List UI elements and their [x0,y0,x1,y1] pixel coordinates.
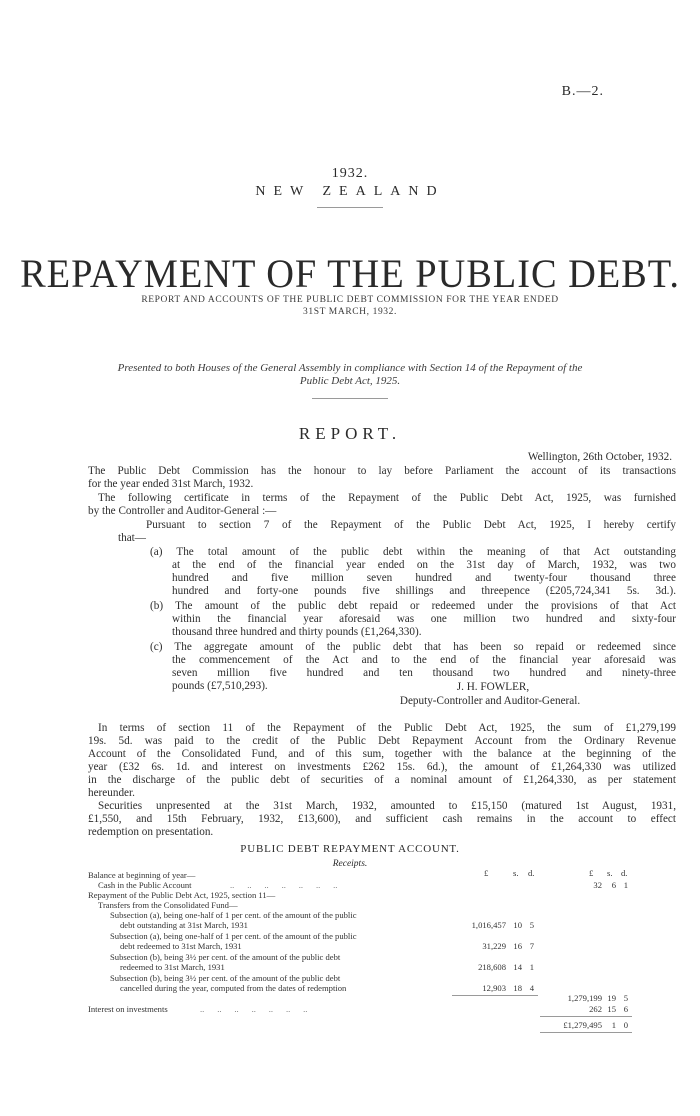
subsection-a1-pence: 5 [529,920,534,930]
receipts-label: Receipts. [332,859,368,869]
clause-c-line-1: (c) The aggregate amount of the public debt that has been so repaid or redeemed since [150,641,676,653]
interest-label: Interest on investments [88,1004,168,1014]
subsection-a2-shillings: 16 [513,941,522,951]
clause-c-line-2: the commencement of the Act and to the end of the financial year aforesaid was [172,654,676,666]
column-header-outer-pence: d. [621,868,628,878]
pursuant-line-1: Pursuant to section 7 of the Repayment of the Public Debt Act, 1925, I hereby certify [146,519,676,531]
transfers-total-shillings: 19 [607,993,616,1003]
signatory-title: Deputy-Controller and Auditor-General. [399,695,581,707]
clause-a-line-2: at the end of the financial year ended on the 31st day of March, 1932, was two [172,559,676,571]
subsection-b1-shillings: 14 [513,962,522,972]
country-heading: NEW ZEALAND [255,184,445,199]
securities-line-1: Securities unpresented at the 31st March, 1932, amounted to £15,150 (matured 1st August, 1931, [98,800,676,812]
subsection-b2-line-1: Subsection (b), being 3½ per cent. of the amount of the public debt [110,973,341,983]
transfers-total-pence: 5 [623,993,628,1003]
section-11-line-4: year (£32 6s. 1d. and interest on investments £262 15s. 6d.), the amount of £1,264,330 was utilized [88,761,676,773]
column-header-inner-pence: d. [528,868,535,878]
grand-total-shillings: 1 [611,1020,616,1030]
interest-pounds: 262 [589,1004,602,1014]
subsection-a2-pence: 7 [529,941,534,951]
pursuant-line-2: that— [118,532,146,544]
presented-line-1: Presented to both Houses of the General Assembly in compliance with Section 14 of the Repayment of the [117,362,583,374]
subsection-a1-pounds: 1,016,457 [471,920,506,930]
subsection-a2-line-1: Subsection (a), being one-half of 1 per cent. of the amount of the public [110,931,357,941]
divider-top [317,207,383,208]
clause-a-line-4: hundred and forty-one pounds five shillings and threepence (£205,724,341 5s. 3d.). [172,585,676,597]
subtitle-line-1: REPORT AND ACCOUNTS OF THE PUBLIC DEBT COMMISSION FOR THE YEAR ENDED [141,295,559,305]
securities-line-3: redemption on presentation. [88,826,214,838]
transfers-label: Transfers from the Consolidated Fund— [98,900,238,910]
subsection-b2-line-2: cancelled during the year, computed from the dates of redemption [120,983,347,993]
clause-b-line-2: within the financial year aforesaid was one million two hundred and sixty-four [172,613,676,625]
clause-b-line-1: (b) The amount of the public debt repaid or redeemed under the provisions of that Act [150,600,676,612]
subsection-a1-shillings: 10 [513,920,522,930]
section-11-line-3: Account of the Consolidated Fund, and of this sum, together with the balance at the beginning of the [88,748,676,760]
transfers-total-pounds: 1,279,199 [567,993,602,1003]
subtotal-rule [452,995,538,996]
clause-c-line-3: seven million five hundred and ten thousand two hundred and ninety-three [172,667,676,679]
intro-line-1: The Public Debt Commission has the honour to lay before Parliament the account of its transactions [88,465,676,477]
main-title: REPAYMENT OF THE PUBLIC DEBT. [20,251,680,296]
subsection-a2-line-2: debt redeemed to 31st March, 1931 [120,941,242,951]
grand-total-pounds: £1,279,495 [563,1020,602,1030]
cash-pence: 1 [623,880,628,890]
document-reference: B.—2. [561,84,604,99]
repayment-act-label: Repayment of the Public Debt Act, 1925, section 11— [88,890,276,900]
section-11-line-2: 19s. 5d. was paid to the credit of the Public Debt Repayment Account from the Ordinary Revenue [88,735,676,747]
column-header-outer-shillings: s. [607,868,613,878]
clause-a-line-3: hundred and five million seven hundred and twenty-four thousand three [172,572,676,584]
presented-line-2: Public Debt Act, 1925. [299,375,401,387]
subsection-a1-line-1: Subsection (a), being one-half of 1 per cent. of the amount of the public [110,910,357,920]
subsection-b1-pence: 1 [529,962,534,972]
place-and-date: Wellington, 26th October, 1932. [527,451,672,463]
signatory-name: J. H. FOWLER, [456,681,530,693]
account-heading: PUBLIC DEBT REPAYMENT ACCOUNT. [240,843,460,855]
cash-shillings: 6 [611,880,616,890]
certificate-line-1: The following certificate in terms of the Repayment of the Public Debt Act, 1925, was furnished [98,492,676,504]
divider-middle [312,398,388,399]
section-11-line-6: hereunder. [88,787,135,799]
balance-label: Balance at beginning of year— [88,870,196,880]
clause-c-line-4: pounds (£7,510,293). [172,680,268,692]
subsection-a1-line-2: debt outstanding at 31st March, 1931 [120,920,248,930]
interest-shillings: 15 [607,1004,616,1014]
subtitle-line-2: 31ST MARCH, 1932. [303,307,397,317]
cash-pounds: 32 [593,880,602,890]
subsection-b1-line-1: Subsection (b), being 3½ per cent. of the amount of the public debt [110,952,341,962]
subsection-b1-pounds: 218,608 [478,962,506,972]
report-heading: REPORT. [298,424,402,443]
grand-total-pence: 0 [623,1020,628,1030]
section-11-line-1: In terms of section 11 of the Repayment of the Public Debt Act, 1925, the sum of £1,279,199 [98,722,676,734]
cash-label: Cash in the Public Account [98,880,192,890]
column-header-inner-shillings: s. [513,868,519,878]
leader-dots: .. .. .. .. .. .. .. [230,880,338,890]
subsection-b2-pounds: 12,903 [482,983,506,993]
clause-a-line-1: (a) The total amount of the public debt within the meaning of that Act outstanding [150,546,676,558]
column-header-inner-pounds: £ [484,868,489,878]
document-year: 1932. [331,166,369,181]
subsection-a2-pounds: 31,229 [482,941,506,951]
interest-leader-dots: .. .. .. .. .. .. .. [200,1004,308,1014]
column-header-outer-pounds: £ [589,868,594,878]
intro-line-2: for the year ended 31st March, 1932. [88,478,254,490]
securities-line-2: £1,550, and 15th February, 1932, £13,600), and sufficient cash remains in the account to effect [88,813,676,825]
total-rule-top [540,1016,632,1017]
subsection-b2-pence: 4 [529,983,534,993]
subsection-b2-shillings: 18 [513,983,522,993]
clause-b-line-3: thousand three hundred and thirty pounds (£1,264,330). [172,626,422,638]
subsection-b1-line-2: redeemed to 31st March, 1931 [120,962,225,972]
total-rule-bottom [540,1032,632,1033]
section-11-line-5: in the discharge of the public debt of securities of a nominal amount of £1,264,330, as per statement [88,774,676,786]
interest-pence: 6 [623,1004,628,1014]
certificate-line-2: by the Controller and Auditor-General :— [88,505,277,517]
